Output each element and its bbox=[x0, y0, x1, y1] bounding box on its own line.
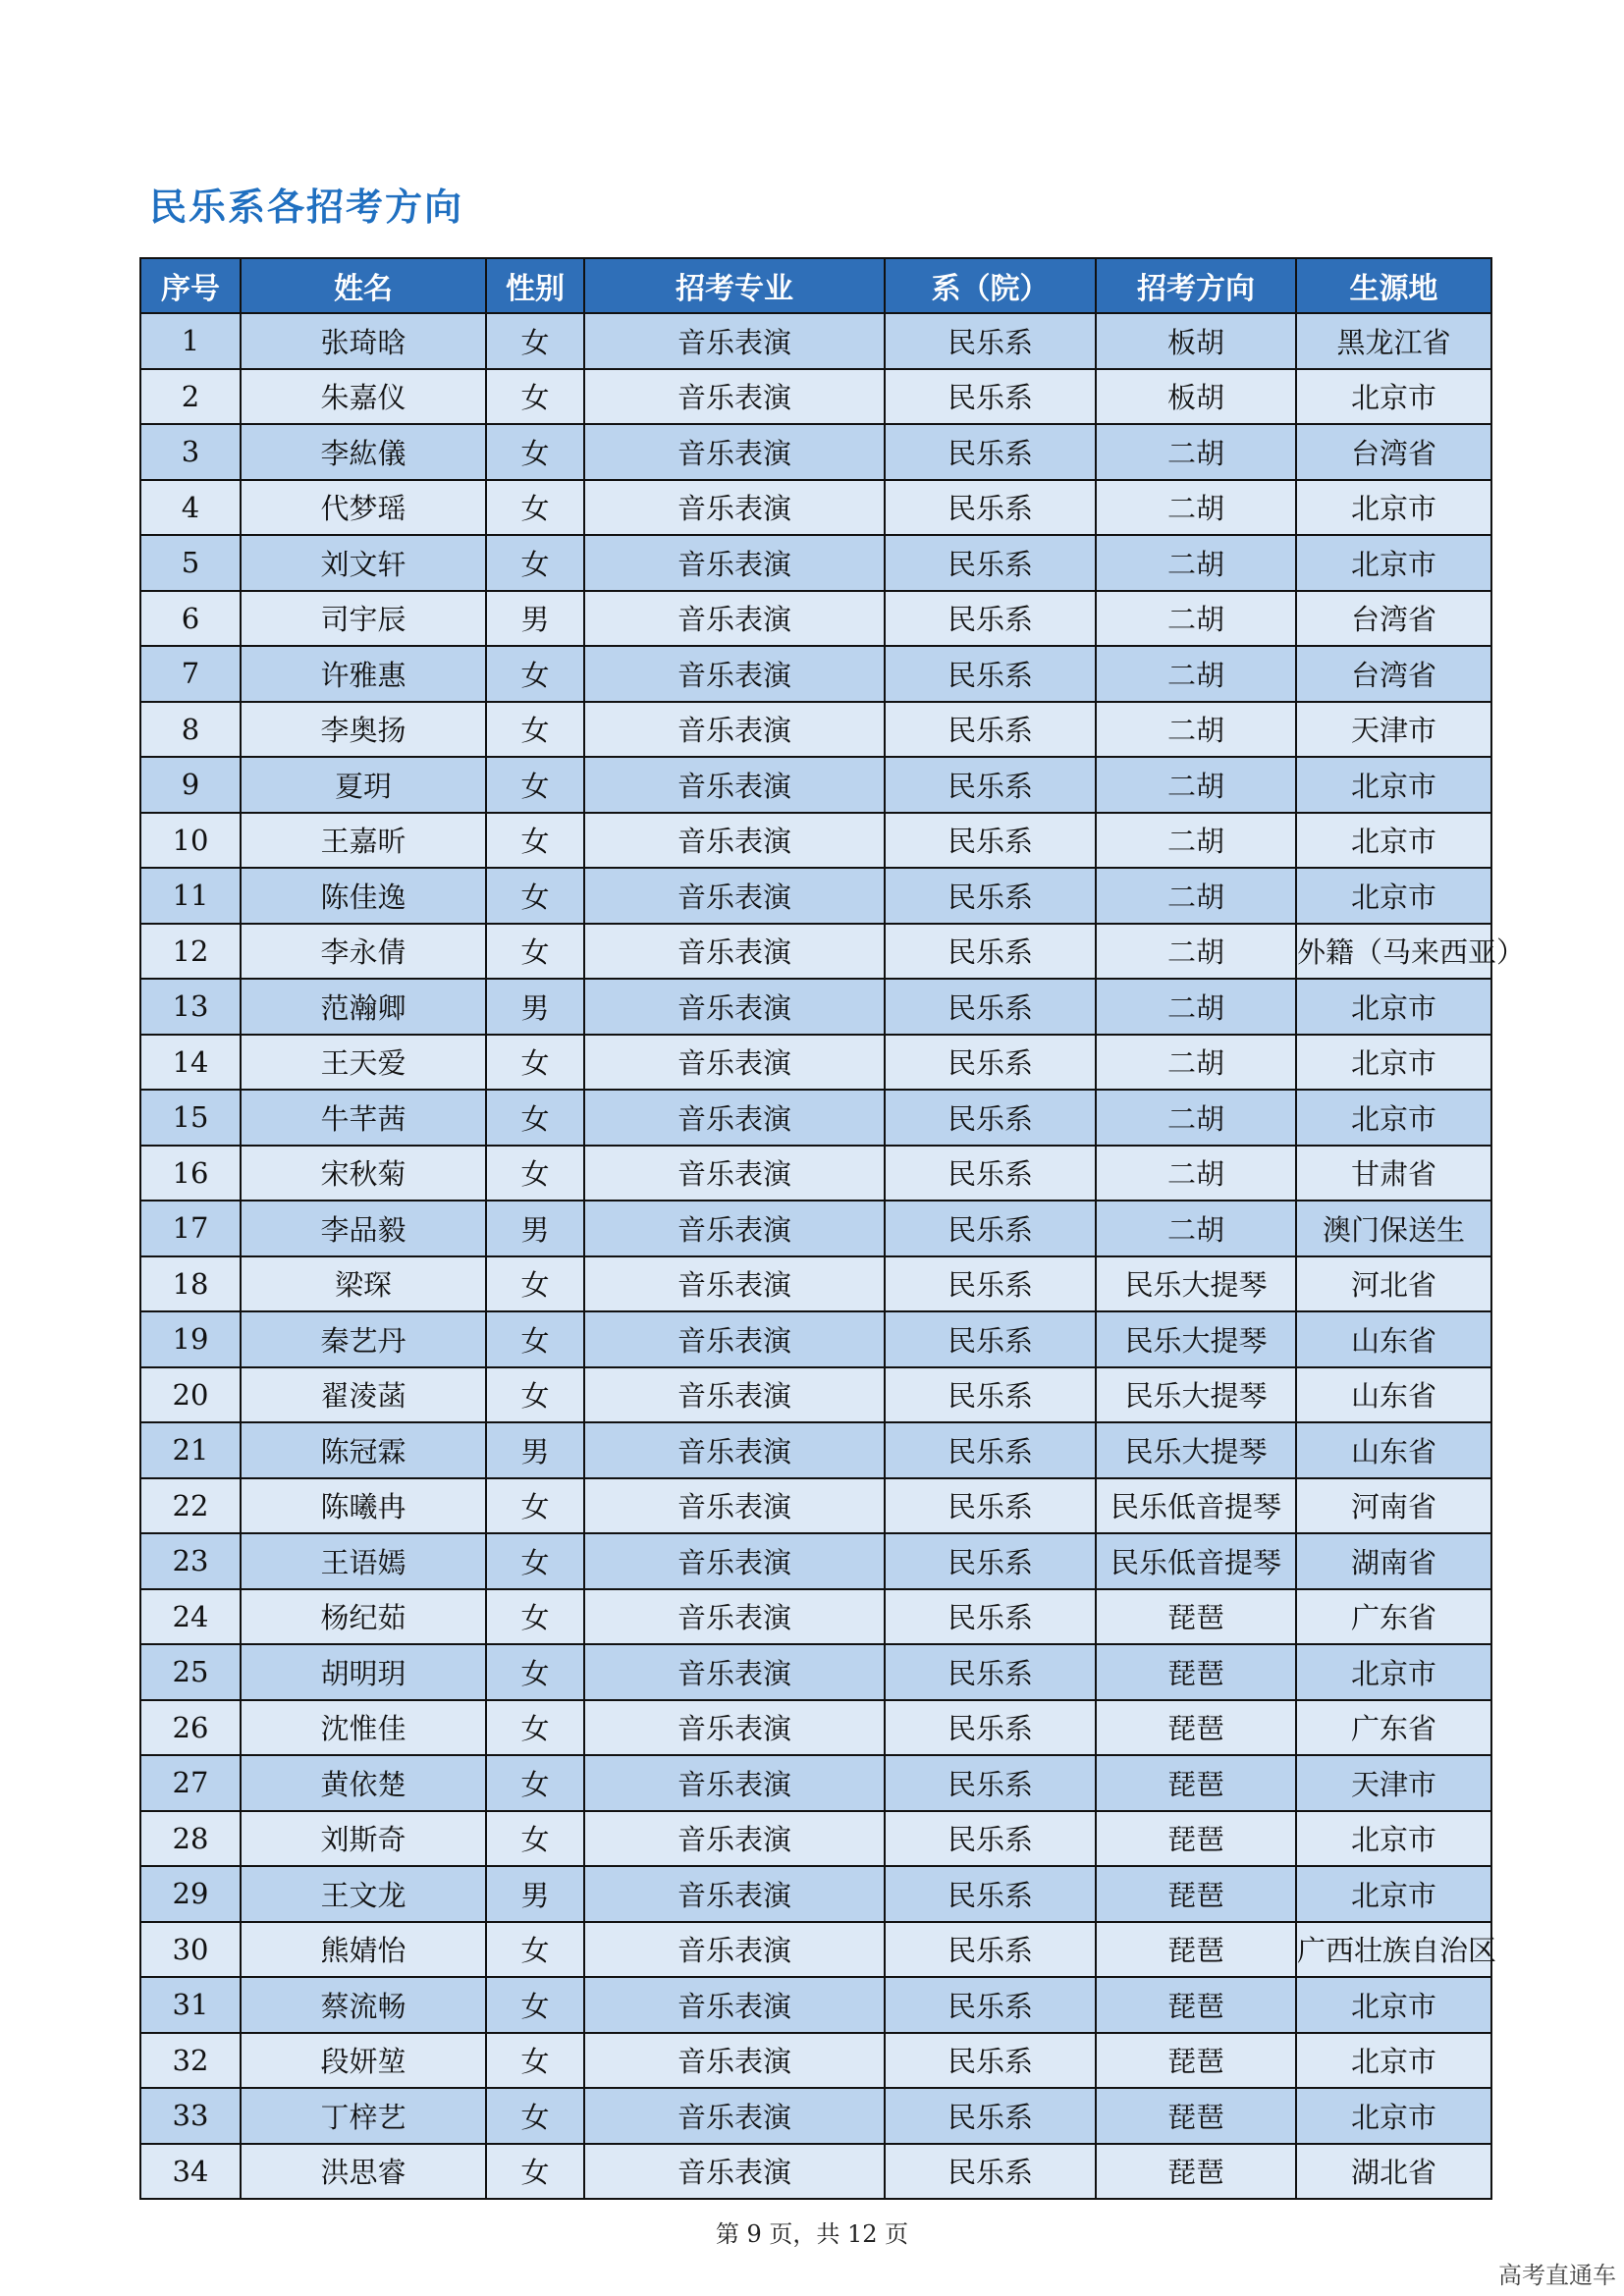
table-row bbox=[140, 1146, 1491, 1201]
cell-origin: 北京市 bbox=[1296, 2088, 1491, 2144]
cell-origin: 湖北省 bbox=[1296, 2144, 1491, 2200]
cell-gender: 女 bbox=[486, 313, 584, 369]
table-row bbox=[140, 1478, 1491, 1534]
table-row bbox=[140, 813, 1491, 869]
cell-index: 30 bbox=[140, 1922, 241, 1978]
cell-origin: 甘肃省 bbox=[1296, 1146, 1491, 1201]
cell-index: 1 bbox=[140, 313, 241, 369]
cell-department: 民乐系 bbox=[885, 1977, 1096, 2033]
cell-index: 27 bbox=[140, 1755, 241, 1811]
cell-name: 沈惟佳 bbox=[241, 1700, 486, 1756]
cell-gender: 女 bbox=[486, 868, 584, 924]
cell-direction: 二胡 bbox=[1096, 591, 1296, 647]
cell-department: 民乐系 bbox=[885, 369, 1096, 425]
cell-department: 民乐系 bbox=[885, 1035, 1096, 1091]
header-index: 序号 bbox=[140, 258, 241, 313]
cell-direction: 民乐大提琴 bbox=[1096, 1256, 1296, 1312]
cell-direction: 琵琶 bbox=[1096, 2088, 1296, 2144]
cell-index: 18 bbox=[140, 1256, 241, 1312]
admissions-table bbox=[139, 257, 1526, 2200]
cell-origin: 北京市 bbox=[1296, 535, 1491, 591]
cell-major: 音乐表演 bbox=[584, 1589, 885, 1645]
cell-origin: 北京市 bbox=[1296, 979, 1491, 1035]
cell-major: 音乐表演 bbox=[584, 1700, 885, 1756]
table-row bbox=[140, 924, 1491, 980]
cell-gender: 女 bbox=[486, 1146, 584, 1201]
watermark: 高考直通车 bbox=[1498, 2262, 1616, 2289]
table-row bbox=[140, 1866, 1491, 1922]
cell-department: 民乐系 bbox=[885, 1922, 1096, 1978]
cell-origin: 广东省 bbox=[1296, 1700, 1491, 1756]
cell-origin: 北京市 bbox=[1296, 1090, 1491, 1146]
cell-origin: 北京市 bbox=[1296, 480, 1491, 536]
cell-index: 7 bbox=[140, 646, 241, 702]
cell-name: 李奥扬 bbox=[241, 702, 486, 758]
table-row bbox=[140, 424, 1491, 480]
cell-origin: 北京市 bbox=[1296, 1644, 1491, 1700]
cell-direction: 二胡 bbox=[1096, 979, 1296, 1035]
cell-origin: 北京市 bbox=[1296, 868, 1491, 924]
cell-index: 13 bbox=[140, 979, 241, 1035]
table-row bbox=[140, 1922, 1491, 1978]
cell-gender: 女 bbox=[486, 1478, 584, 1534]
cell-origin: 山东省 bbox=[1296, 1311, 1491, 1367]
cell-department: 民乐系 bbox=[885, 1589, 1096, 1645]
cell-name: 胡明玥 bbox=[241, 1644, 486, 1700]
cell-major: 音乐表演 bbox=[584, 1922, 885, 1978]
cell-index: 3 bbox=[140, 424, 241, 480]
cell-department: 民乐系 bbox=[885, 757, 1096, 813]
cell-major: 音乐表演 bbox=[584, 979, 885, 1035]
cell-major: 音乐表演 bbox=[584, 1478, 885, 1534]
cell-gender: 女 bbox=[486, 1256, 584, 1312]
cell-name: 夏玥 bbox=[241, 757, 486, 813]
cell-index: 14 bbox=[140, 1035, 241, 1091]
cell-origin: 北京市 bbox=[1296, 813, 1491, 869]
table-row bbox=[140, 1755, 1491, 1811]
cell-origin: 台湾省 bbox=[1296, 424, 1491, 480]
cell-gender: 男 bbox=[486, 591, 584, 647]
cell-gender: 女 bbox=[486, 1922, 584, 1978]
cell-direction: 二胡 bbox=[1096, 1035, 1296, 1091]
cell-name: 黄依楚 bbox=[241, 1755, 486, 1811]
cell-direction: 二胡 bbox=[1096, 646, 1296, 702]
cell-direction: 板胡 bbox=[1096, 369, 1296, 425]
cell-index: 22 bbox=[140, 1478, 241, 1534]
cell-direction: 民乐大提琴 bbox=[1096, 1422, 1296, 1478]
cell-major: 音乐表演 bbox=[584, 868, 885, 924]
cell-direction: 二胡 bbox=[1096, 1201, 1296, 1256]
table-row bbox=[140, 2033, 1491, 2089]
cell-direction: 琵琶 bbox=[1096, 1866, 1296, 1922]
cell-direction: 琵琶 bbox=[1096, 1922, 1296, 1978]
cell-major: 音乐表演 bbox=[584, 535, 885, 591]
cell-gender: 女 bbox=[486, 1035, 584, 1091]
cell-direction: 琵琶 bbox=[1096, 1644, 1296, 1700]
cell-name: 宋秋菊 bbox=[241, 1146, 486, 1201]
cell-index: 24 bbox=[140, 1589, 241, 1645]
table-header-row bbox=[140, 258, 1491, 313]
cell-major: 音乐表演 bbox=[584, 646, 885, 702]
cell-major: 音乐表演 bbox=[584, 2144, 885, 2200]
cell-direction: 二胡 bbox=[1096, 813, 1296, 869]
cell-gender: 女 bbox=[486, 1977, 584, 2033]
cell-direction: 民乐低音提琴 bbox=[1096, 1533, 1296, 1589]
table-row bbox=[140, 1644, 1491, 1700]
cell-origin: 北京市 bbox=[1296, 757, 1491, 813]
cell-origin: 北京市 bbox=[1296, 1866, 1491, 1922]
cell-name: 李紘儀 bbox=[241, 424, 486, 480]
cell-department: 民乐系 bbox=[885, 868, 1096, 924]
cell-origin: 台湾省 bbox=[1296, 591, 1491, 647]
cell-origin: 北京市 bbox=[1296, 1977, 1491, 2033]
cell-gender: 男 bbox=[486, 1422, 584, 1478]
page-title: 民乐系各招考方向 bbox=[149, 186, 464, 229]
cell-name: 王天爱 bbox=[241, 1035, 486, 1091]
cell-index: 5 bbox=[140, 535, 241, 591]
cell-gender: 女 bbox=[486, 924, 584, 980]
cell-name: 牛芊茜 bbox=[241, 1090, 486, 1146]
cell-direction: 二胡 bbox=[1096, 702, 1296, 758]
cell-direction: 二胡 bbox=[1096, 424, 1296, 480]
cell-gender: 女 bbox=[486, 1811, 584, 1867]
table-row bbox=[140, 868, 1491, 924]
cell-index: 33 bbox=[140, 2088, 241, 2144]
header-major: 招考专业 bbox=[584, 258, 885, 313]
cell-gender: 女 bbox=[486, 702, 584, 758]
cell-name: 范瀚卿 bbox=[241, 979, 486, 1035]
cell-department: 民乐系 bbox=[885, 1533, 1096, 1589]
cell-major: 音乐表演 bbox=[584, 1146, 885, 1201]
cell-index: 28 bbox=[140, 1811, 241, 1867]
header-gender: 性别 bbox=[486, 258, 584, 313]
cell-gender: 男 bbox=[486, 979, 584, 1035]
cell-gender: 女 bbox=[486, 424, 584, 480]
cell-name: 丁梓艺 bbox=[241, 2088, 486, 2144]
cell-origin: 黑龙江省 bbox=[1296, 313, 1491, 369]
cell-index: 20 bbox=[140, 1367, 241, 1423]
cell-department: 民乐系 bbox=[885, 2144, 1096, 2200]
cell-direction: 二胡 bbox=[1096, 535, 1296, 591]
table-row bbox=[140, 369, 1491, 425]
table-row bbox=[140, 480, 1491, 536]
cell-department: 民乐系 bbox=[885, 313, 1096, 369]
cell-department: 民乐系 bbox=[885, 1367, 1096, 1423]
table-row bbox=[140, 979, 1491, 1035]
cell-direction: 二胡 bbox=[1096, 868, 1296, 924]
cell-origin: 澳门保送生 bbox=[1296, 1201, 1491, 1256]
cell-index: 32 bbox=[140, 2033, 241, 2089]
cell-department: 民乐系 bbox=[885, 1422, 1096, 1478]
cell-department: 民乐系 bbox=[885, 1700, 1096, 1756]
cell-major: 音乐表演 bbox=[584, 2033, 885, 2089]
cell-name: 陈曦冉 bbox=[241, 1478, 486, 1534]
cell-direction: 二胡 bbox=[1096, 1146, 1296, 1201]
cell-index: 16 bbox=[140, 1146, 241, 1201]
cell-major: 音乐表演 bbox=[584, 1035, 885, 1091]
cell-major: 音乐表演 bbox=[584, 1367, 885, 1423]
cell-major: 音乐表演 bbox=[584, 924, 885, 980]
cell-major: 音乐表演 bbox=[584, 1755, 885, 1811]
cell-name: 许雅惠 bbox=[241, 646, 486, 702]
cell-direction: 琵琶 bbox=[1096, 1811, 1296, 1867]
cell-direction: 民乐低音提琴 bbox=[1096, 1478, 1296, 1534]
cell-department: 民乐系 bbox=[885, 480, 1096, 536]
cell-gender: 女 bbox=[486, 757, 584, 813]
table-row bbox=[140, 591, 1491, 647]
cell-index: 31 bbox=[140, 1977, 241, 2033]
cell-department: 民乐系 bbox=[885, 1478, 1096, 1534]
cell-name: 翟淩菡 bbox=[241, 1367, 486, 1423]
cell-gender: 男 bbox=[486, 1201, 584, 1256]
cell-origin: 天津市 bbox=[1296, 702, 1491, 758]
table-row bbox=[140, 1977, 1491, 2033]
cell-name: 杨纪茹 bbox=[241, 1589, 486, 1645]
cell-index: 15 bbox=[140, 1090, 241, 1146]
cell-name: 李永倩 bbox=[241, 924, 486, 980]
cell-direction: 琵琶 bbox=[1096, 1589, 1296, 1645]
cell-name: 代梦瑶 bbox=[241, 480, 486, 536]
cell-major: 音乐表演 bbox=[584, 1422, 885, 1478]
cell-department: 民乐系 bbox=[885, 1755, 1096, 1811]
cell-direction: 二胡 bbox=[1096, 924, 1296, 980]
table-row bbox=[140, 2088, 1491, 2144]
header-name: 姓名 bbox=[241, 258, 486, 313]
cell-origin: 河南省 bbox=[1296, 1478, 1491, 1534]
cell-index: 23 bbox=[140, 1533, 241, 1589]
table-row bbox=[140, 2144, 1491, 2200]
cell-origin: 天津市 bbox=[1296, 1755, 1491, 1811]
cell-direction: 民乐大提琴 bbox=[1096, 1311, 1296, 1367]
cell-department: 民乐系 bbox=[885, 1866, 1096, 1922]
cell-index: 2 bbox=[140, 369, 241, 425]
table-row bbox=[140, 1589, 1491, 1645]
cell-department: 民乐系 bbox=[885, 1644, 1096, 1700]
cell-index: 19 bbox=[140, 1311, 241, 1367]
cell-gender: 女 bbox=[486, 2033, 584, 2089]
cell-name: 熊婧怡 bbox=[241, 1922, 486, 1978]
cell-direction: 二胡 bbox=[1096, 480, 1296, 536]
cell-department: 民乐系 bbox=[885, 1811, 1096, 1867]
cell-direction: 板胡 bbox=[1096, 313, 1296, 369]
cell-major: 音乐表演 bbox=[584, 1256, 885, 1312]
cell-direction: 琵琶 bbox=[1096, 2144, 1296, 2200]
cell-origin: 山东省 bbox=[1296, 1422, 1491, 1478]
table-row bbox=[140, 757, 1491, 813]
cell-gender: 女 bbox=[486, 1090, 584, 1146]
cell-gender: 女 bbox=[486, 1533, 584, 1589]
cell-direction: 琵琶 bbox=[1096, 2033, 1296, 2089]
cell-department: 民乐系 bbox=[885, 2088, 1096, 2144]
cell-department: 民乐系 bbox=[885, 1201, 1096, 1256]
cell-origin: 北京市 bbox=[1296, 1035, 1491, 1091]
cell-direction: 二胡 bbox=[1096, 757, 1296, 813]
cell-origin: 河北省 bbox=[1296, 1256, 1491, 1312]
cell-name: 刘斯奇 bbox=[241, 1811, 486, 1867]
cell-major: 音乐表演 bbox=[584, 369, 885, 425]
cell-direction: 琵琶 bbox=[1096, 1700, 1296, 1756]
cell-gender: 女 bbox=[486, 813, 584, 869]
cell-origin: 山东省 bbox=[1296, 1367, 1491, 1423]
page-footer: 第 9 页，共 12 页 bbox=[715, 2220, 909, 2248]
cell-major: 音乐表演 bbox=[584, 313, 885, 369]
cell-name: 秦艺丹 bbox=[241, 1311, 486, 1367]
cell-department: 民乐系 bbox=[885, 535, 1096, 591]
cell-index: 9 bbox=[140, 757, 241, 813]
table-row bbox=[140, 1700, 1491, 1756]
cell-index: 29 bbox=[140, 1866, 241, 1922]
cell-name: 陈佳逸 bbox=[241, 868, 486, 924]
cell-index: 8 bbox=[140, 702, 241, 758]
cell-department: 民乐系 bbox=[885, 591, 1096, 647]
cell-gender: 女 bbox=[486, 369, 584, 425]
cell-direction: 琵琶 bbox=[1096, 1977, 1296, 2033]
table-row bbox=[140, 1533, 1491, 1589]
cell-major: 音乐表演 bbox=[584, 1311, 885, 1367]
cell-gender: 女 bbox=[486, 480, 584, 536]
cell-department: 民乐系 bbox=[885, 1090, 1096, 1146]
cell-gender: 男 bbox=[486, 1866, 584, 1922]
cell-name: 王语嫣 bbox=[241, 1533, 486, 1589]
cell-origin: 外籍（马来西亚） bbox=[1296, 924, 1491, 980]
header-direction: 招考方向 bbox=[1096, 258, 1296, 313]
cell-name: 梁琛 bbox=[241, 1256, 486, 1312]
header-origin: 生源地 bbox=[1296, 258, 1491, 313]
cell-major: 音乐表演 bbox=[584, 1811, 885, 1867]
table-row bbox=[140, 1811, 1491, 1867]
cell-department: 民乐系 bbox=[885, 1146, 1096, 1201]
cell-gender: 女 bbox=[486, 2088, 584, 2144]
cell-gender: 女 bbox=[486, 535, 584, 591]
cell-index: 21 bbox=[140, 1422, 241, 1478]
cell-department: 民乐系 bbox=[885, 813, 1096, 869]
cell-department: 民乐系 bbox=[885, 924, 1096, 980]
cell-major: 音乐表演 bbox=[584, 1644, 885, 1700]
cell-name: 司宇辰 bbox=[241, 591, 486, 647]
cell-direction: 琵琶 bbox=[1096, 1755, 1296, 1811]
cell-origin: 北京市 bbox=[1296, 369, 1491, 425]
cell-gender: 女 bbox=[486, 1755, 584, 1811]
cell-origin: 北京市 bbox=[1296, 2033, 1491, 2089]
cell-major: 音乐表演 bbox=[584, 591, 885, 647]
cell-index: 25 bbox=[140, 1644, 241, 1700]
cell-index: 11 bbox=[140, 868, 241, 924]
cell-major: 音乐表演 bbox=[584, 1090, 885, 1146]
cell-major: 音乐表演 bbox=[584, 757, 885, 813]
cell-department: 民乐系 bbox=[885, 1311, 1096, 1367]
cell-index: 12 bbox=[140, 924, 241, 980]
cell-origin: 广西壮族自治区 bbox=[1296, 1922, 1491, 1978]
cell-index: 26 bbox=[140, 1700, 241, 1756]
header-department: 系（院） bbox=[885, 258, 1096, 313]
cell-gender: 女 bbox=[486, 1367, 584, 1423]
cell-name: 李品毅 bbox=[241, 1201, 486, 1256]
table-body bbox=[140, 313, 1526, 2199]
cell-name: 陈冠霖 bbox=[241, 1422, 486, 1478]
table-row bbox=[140, 1256, 1491, 1312]
cell-name: 朱嘉仪 bbox=[241, 369, 486, 425]
table-row bbox=[140, 646, 1491, 702]
cell-department: 民乐系 bbox=[885, 2033, 1096, 2089]
cell-department: 民乐系 bbox=[885, 424, 1096, 480]
cell-name: 段妍堃 bbox=[241, 2033, 486, 2089]
cell-name: 张琦晗 bbox=[241, 313, 486, 369]
cell-name: 王嘉昕 bbox=[241, 813, 486, 869]
cell-origin: 湖南省 bbox=[1296, 1533, 1491, 1589]
cell-major: 音乐表演 bbox=[584, 1201, 885, 1256]
cell-direction: 民乐大提琴 bbox=[1096, 1367, 1296, 1423]
cell-major: 音乐表演 bbox=[584, 2088, 885, 2144]
table-row bbox=[140, 702, 1491, 758]
cell-name: 王文龙 bbox=[241, 1866, 486, 1922]
cell-department: 民乐系 bbox=[885, 646, 1096, 702]
table-row bbox=[140, 313, 1491, 369]
cell-gender: 女 bbox=[486, 1644, 584, 1700]
table-row bbox=[140, 1201, 1491, 1256]
cell-name: 蔡流畅 bbox=[241, 1977, 486, 2033]
cell-department: 民乐系 bbox=[885, 979, 1096, 1035]
cell-name: 洪思睿 bbox=[241, 2144, 486, 2200]
table-row bbox=[140, 1367, 1491, 1423]
cell-gender: 女 bbox=[486, 646, 584, 702]
cell-origin: 广东省 bbox=[1296, 1589, 1491, 1645]
cell-major: 音乐表演 bbox=[584, 480, 885, 536]
cell-index: 4 bbox=[140, 480, 241, 536]
table-row bbox=[140, 1422, 1491, 1478]
cell-major: 音乐表演 bbox=[584, 1977, 885, 2033]
table-row bbox=[140, 1090, 1491, 1146]
cell-major: 音乐表演 bbox=[584, 1533, 885, 1589]
cell-direction: 二胡 bbox=[1096, 1090, 1296, 1146]
table-row bbox=[140, 535, 1491, 591]
cell-major: 音乐表演 bbox=[584, 813, 885, 869]
cell-gender: 女 bbox=[486, 1589, 584, 1645]
cell-gender: 女 bbox=[486, 1700, 584, 1756]
cell-name: 刘文轩 bbox=[241, 535, 486, 591]
cell-major: 音乐表演 bbox=[584, 424, 885, 480]
cell-origin: 北京市 bbox=[1296, 1811, 1491, 1867]
cell-department: 民乐系 bbox=[885, 1256, 1096, 1312]
cell-index: 6 bbox=[140, 591, 241, 647]
cell-index: 17 bbox=[140, 1201, 241, 1256]
cell-index: 34 bbox=[140, 2144, 241, 2200]
cell-gender: 女 bbox=[486, 2144, 584, 2200]
cell-origin: 台湾省 bbox=[1296, 646, 1491, 702]
cell-gender: 女 bbox=[486, 1311, 584, 1367]
cell-index: 10 bbox=[140, 813, 241, 869]
cell-major: 音乐表演 bbox=[584, 702, 885, 758]
table-row bbox=[140, 1311, 1491, 1367]
cell-major: 音乐表演 bbox=[584, 1866, 885, 1922]
cell-department: 民乐系 bbox=[885, 702, 1096, 758]
table-row bbox=[140, 1035, 1491, 1091]
